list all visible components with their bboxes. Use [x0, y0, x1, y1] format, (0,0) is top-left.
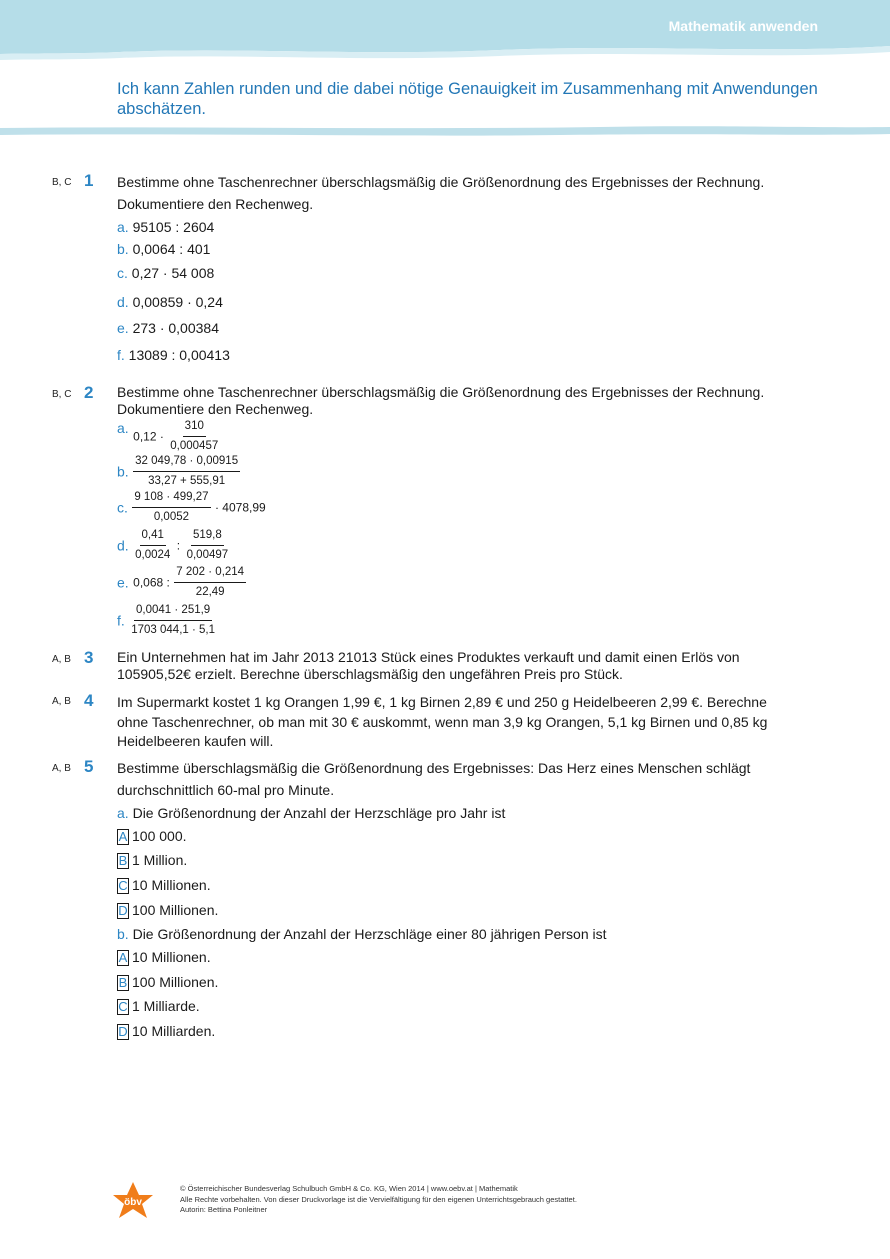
task-3-level: A, B — [52, 654, 71, 665]
task-1-item-a: a. 95105 : 2604 — [117, 219, 215, 235]
task-5-text-line2: durchschnittlich 60-mal pro Minute. — [117, 782, 335, 798]
task-4-text-line2: ohne Taschenrechner, ob man mit 30 € auskommt, wenn man 3,9 kg Orangen, 5,1 kg Birnen und 0,85 kg — [117, 714, 768, 730]
task-5-number: 5 — [84, 757, 94, 776]
task-5-level: A, B — [52, 763, 71, 774]
task-2-item-d: d. $\frac{0,41}{0,0024}$ : $\frac{519,8}{0,00497}$ — [117, 529, 229, 561]
task-5a-option-a[interactable]: A 100 000. — [118, 828, 187, 845]
task-5a-option-c[interactable]: C 10 Millionen. — [118, 877, 211, 894]
task-1-number: 1 — [84, 171, 94, 190]
task-5b-option-c[interactable]: C 1 Milliarde. — [118, 998, 200, 1015]
header-band — [0, 0, 890, 70]
task-5-question-b: b. Die Größenordnung der Anzahl der Herzschläge einer 80 jährigen Person ist — [117, 926, 607, 942]
task-1-item-f: f. 13089 : 0,00413 — [117, 347, 230, 363]
task-1-level: B, C — [52, 177, 72, 188]
task-5-text-line1: Bestimme überschlagsmäßig die Größenordnung des Ergebnisses: Das Herz eines Menschen schlägt — [117, 760, 751, 776]
task-2-item-c: c. $\frac{9 108 \cdot 499,27}{0,0052}$ · 4078,99 — [117, 491, 266, 523]
task-1-text-line1: Bestimme ohne Taschenrechner überschlagsmäßig die Größenordnung des Ergebnisses der Rechnung. — [117, 174, 765, 190]
task-2-text-line1: Bestimme ohne Taschenrechner überschlagsmäßig die Größenordnung des Ergebnisses der Rechnung. — [117, 384, 765, 400]
task-5a-option-b[interactable]: B 1 Million. — [118, 852, 188, 869]
task-2-item-a: a. 0,12 · $\frac{310}{0,000457}$ — [117, 420, 219, 452]
task-2-item-b: b. $\frac{32 049,78 \cdot 0,00915}{33,27 + 555,91}$ — [117, 455, 239, 487]
task-2-item-f: f. $\frac{0,0041 \cdot 251,9}{1703 044,1 \cdot 5,1}$ — [117, 604, 215, 636]
task-4-text-line1: Im Supermarkt kostet 1 kg Orangen 1,99 €, 1 kg Birnen 2,89 € und 250 g Heidelbeeren 2,99 €. Berechne — [117, 694, 767, 710]
task-1-item-c: c. 0,27 · 54 008 — [117, 265, 215, 281]
divider-stripe — [0, 125, 890, 139]
oebv-logo-text: öbv — [124, 1197, 142, 1208]
task-2-text-line2: Dokumentiere den Rechenweg. — [117, 401, 314, 417]
task-1-item-b: b. 0,0064 : 401 — [117, 241, 211, 257]
task-3-text-line2: 105905,52€ erzielt. Berechne überschlagsmäßig den ungefähren Preis pro Stück. — [117, 666, 623, 682]
task-5-question-a: a. Die Größenordnung der Anzahl der Herzschläge pro Jahr ist — [117, 805, 506, 821]
task-5b-option-d[interactable]: D 10 Milliarden. — [118, 1023, 216, 1040]
task-5b-option-a[interactable]: A 10 Millionen. — [118, 949, 211, 966]
task-2-item-e: e. 0,068 : $\frac{7 202 \cdot 0,214}{22,49}$ — [117, 566, 245, 598]
oebv-logo — [112, 1182, 154, 1222]
task-1-item-d: d. 0,00859 · 0,24 — [117, 294, 223, 310]
header-title: Mathematik anwenden — [668, 18, 818, 34]
task-1-item-e: e. 273 · 0,00384 — [117, 320, 219, 336]
task-3-text-line1: Ein Unternehmen hat im Jahr 2013 21013 Stück eines Produktes verkauft und damit einen Erlös von — [117, 649, 740, 665]
footer-copyright: © Österreichischer Bundesverlag Schulbuch GmbH & Co. KG, Wien 2014 | www.oebv.at | Mathematik Alle Rechte vorbehalten. Von dieser Druckvorlage ist die Vervielfältigung für den eigenen Unterrichtsgebrauch gestattet. Autorin: Bettina Ponleitner — [180, 1184, 577, 1214]
task-4-text-line3: Heidelbeeren kaufen will. — [117, 733, 274, 749]
page-intro: Ich kann Zahlen runden und die dabei nötige Genauigkeit im Zusammenhang mit Anwendungen abschätzen. — [117, 80, 818, 118]
task-3-number: 3 — [84, 648, 94, 667]
task-5a-option-d[interactable]: D 100 Millionen. — [118, 902, 219, 919]
task-1-text-line2: Dokumentiere den Rechenweg. — [117, 196, 314, 212]
task-4-number: 4 — [84, 691, 94, 710]
task-2-number: 2 — [84, 383, 94, 402]
task-4-level: A, B — [52, 696, 71, 707]
task-5b-option-b[interactable]: B 100 Millionen. — [118, 974, 219, 991]
task-2-level: B, C — [52, 389, 72, 400]
